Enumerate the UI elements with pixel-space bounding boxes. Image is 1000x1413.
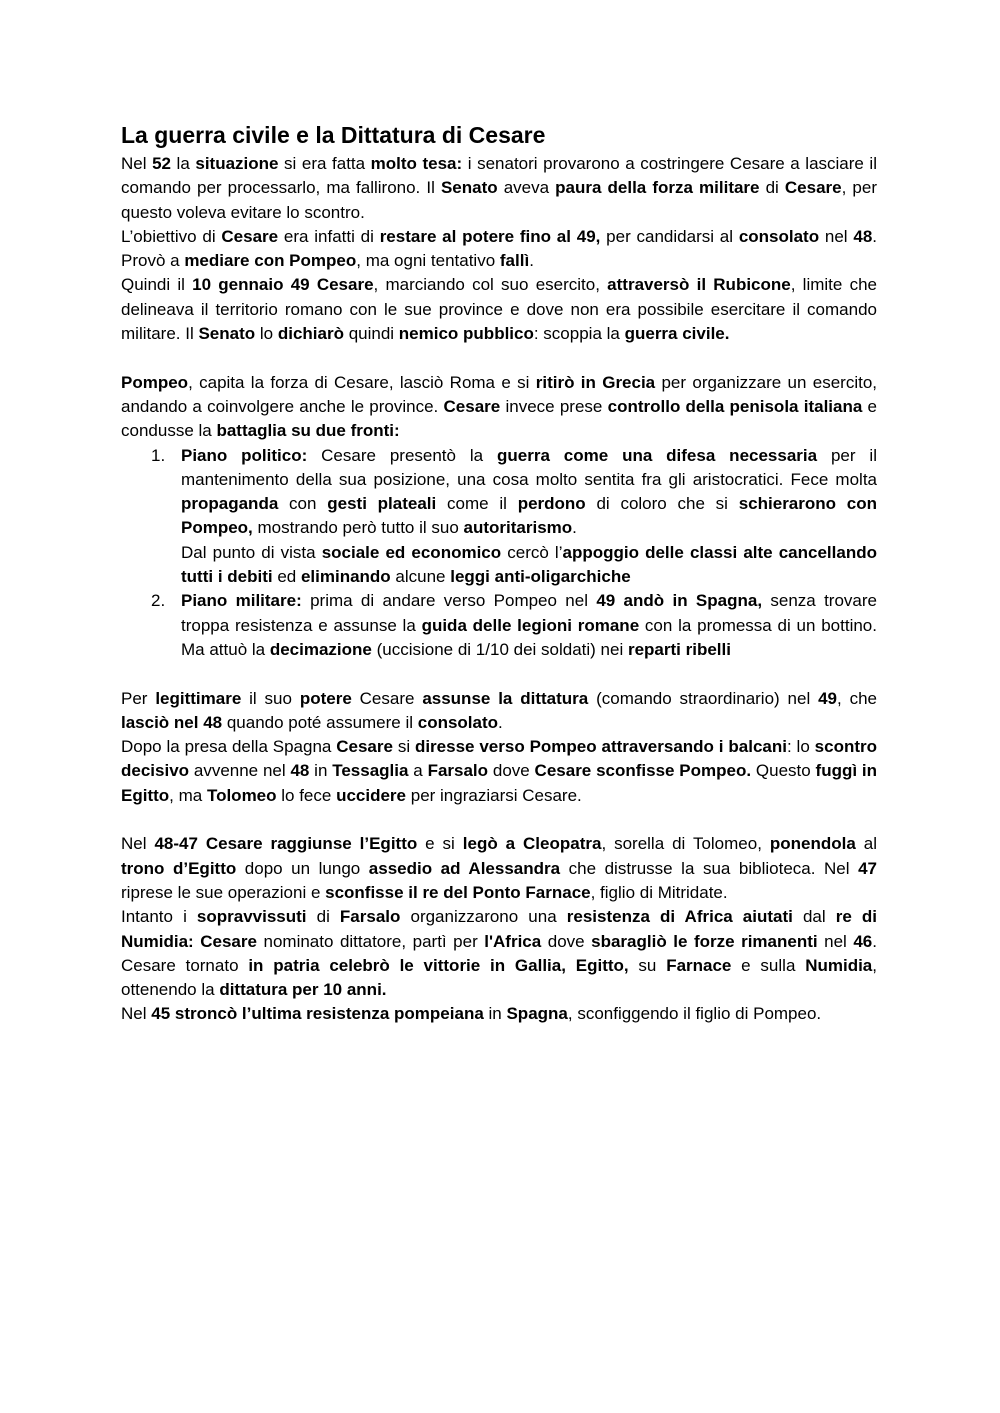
- text-run: su: [628, 955, 667, 975]
- bold-text: 47: [858, 858, 877, 878]
- text-run: Quindi il: [121, 275, 193, 295]
- bold-text: Piano politico:: [181, 445, 308, 465]
- numbered-list: [121, 444, 877, 663]
- text-run: senza trovare troppa resistenza e assunse la: [181, 591, 877, 635]
- text-run: nel: [819, 226, 854, 246]
- section-dittatura: [121, 687, 877, 808]
- bold-text: trono d’Egitto: [121, 858, 237, 878]
- text-run: organizzarono una: [400, 907, 567, 927]
- bold-text: Farnace: [666, 955, 732, 975]
- bold-text: 48: [853, 226, 873, 246]
- bold-text: in patria celebrò le vittorie in Gallia, Egitto,: [248, 955, 629, 975]
- text-run: i senatori provarono a costringere Cesare a lasciare il comando per processarlo, ma fallirono. Il: [121, 154, 877, 198]
- list-number: 2.: [151, 591, 166, 611]
- bold-text: Spagna: [506, 1004, 568, 1024]
- bold-text: Cesare: [221, 226, 279, 246]
- bold-text: battaglia su due fronti:: [216, 421, 400, 441]
- bold-text: reparti ribelli: [627, 639, 731, 659]
- bold-text: fuggì in Egitto: [121, 761, 877, 805]
- bold-text: sconfisse il re del Ponto Farnace: [325, 882, 591, 902]
- bold-text: leggi anti-oligarchiche: [450, 567, 631, 587]
- text-run: , limite che delineava il territorio romano con le sue province e dove non era possibile esercitare il comando militare. Il: [121, 275, 877, 344]
- text-run: si era fatta: [278, 154, 371, 173]
- bold-text: Cesare sconfisse Pompeo.: [534, 761, 752, 781]
- text-run: Nel: [121, 154, 153, 173]
- bold-text: propaganda: [181, 494, 279, 514]
- bold-text: sociale ed economico: [321, 542, 502, 562]
- paragraph: [121, 152, 877, 225]
- text-run: il suo: [241, 688, 300, 708]
- bold-text: attraversò il Rubicone: [607, 275, 791, 295]
- text-run: .: [572, 518, 577, 538]
- bold-text: 48-47 Cesare raggiunse l’Egitto: [154, 834, 418, 854]
- text-run: quando poté assumere il: [222, 712, 418, 732]
- bold-text: molto tesa:: [370, 154, 463, 173]
- bold-text: ponendola: [769, 834, 856, 854]
- bold-text: guerra civile.: [624, 324, 730, 344]
- bold-text: Senato: [198, 324, 256, 344]
- bold-text: eliminando: [300, 567, 391, 587]
- text-run: la: [171, 154, 196, 173]
- paragraph: [121, 1002, 877, 1026]
- bold-text: resistenza di Africa aiutati: [566, 907, 793, 927]
- paragraph: [121, 735, 877, 808]
- text-run: aveva: [497, 178, 556, 198]
- list-paragraph: [181, 589, 877, 662]
- text-run: cercò l’: [501, 542, 563, 562]
- text-run: Per: [121, 688, 156, 708]
- bold-text: schierarono con Pompeo,: [181, 494, 878, 538]
- bold-text: mediare con Pompeo: [184, 251, 357, 271]
- list-paragraph: [181, 444, 877, 541]
- text-run: . Cesare tornato: [121, 931, 877, 975]
- text-run: , ma: [169, 785, 207, 805]
- bold-text: controllo della penisola italiana: [607, 396, 863, 416]
- text-run: con la promessa di un bottino. Ma attuò la: [181, 615, 877, 659]
- text-run: e condusse la: [121, 396, 877, 441]
- blank-line: [121, 808, 877, 832]
- text-run: come il: [436, 494, 518, 514]
- text-run: , ma ogni tentativo: [356, 251, 500, 271]
- bold-text: assedio ad Alessandra: [368, 858, 561, 878]
- bold-text: consolato: [417, 712, 499, 732]
- bold-text: 10 gennaio 49 Cesare: [192, 275, 374, 295]
- text-run: e si: [417, 834, 463, 854]
- text-run: , che: [837, 688, 878, 708]
- text-run: di coloro che si: [585, 494, 739, 514]
- paragraph: [121, 225, 877, 274]
- bold-text: perdono: [517, 494, 586, 514]
- text-run: Intanto i: [121, 907, 197, 927]
- text-run: mostrando però tutto il suo: [252, 518, 464, 538]
- bold-text: 49: [818, 688, 838, 708]
- bold-text: potere: [299, 688, 352, 708]
- text-run: L’obiettivo di: [121, 226, 222, 246]
- text-run: : scoppia la: [533, 324, 625, 344]
- text-run: dove: [541, 931, 592, 951]
- text-run: per organizzare un esercito, andando a coinvolgere anche le province.: [121, 372, 877, 416]
- text-run: dove: [488, 761, 535, 781]
- document-page: [121, 118, 877, 1027]
- bold-text: 45 stroncò l’ultima resistenza pompeiana: [151, 1004, 484, 1024]
- text-run: per candidarsi al: [600, 226, 739, 246]
- list-item: [121, 589, 877, 662]
- text-run: per il mantenimento della sua posizione, una cosa molto sentita fra gli aristocratici. Fece molta: [181, 445, 877, 489]
- text-run: e sulla: [731, 955, 806, 975]
- bold-text: 48: [290, 761, 310, 781]
- text-run: ed: [272, 567, 301, 587]
- paragraph: [121, 371, 877, 444]
- bold-text: Cesare: [784, 178, 842, 198]
- bold-text: re di Numidia: Cesare: [121, 907, 877, 951]
- text-run: invece prese: [500, 396, 608, 416]
- bold-text: Piano militare:: [181, 591, 302, 611]
- text-run: , capita la forza di Cesare, lasciò Roma e si: [188, 372, 536, 392]
- text-run: .: [529, 251, 534, 271]
- bold-text: appoggio delle classi alte cancellando tutti i debiti: [181, 542, 877, 587]
- paragraph: [121, 273, 877, 346]
- bold-text: fallì: [499, 251, 530, 271]
- text-run: dopo un lungo: [236, 858, 369, 878]
- text-run: , sorella di Tolomeo,: [601, 834, 770, 854]
- text-run: (uccisione di 1/10 dei soldati) nei: [371, 639, 628, 659]
- bold-text: paura della forza militare: [555, 178, 760, 198]
- bold-text: diresse verso Pompeo attraversando i balcani: [414, 737, 787, 757]
- bold-text: restare al potere fino al 49,: [379, 226, 601, 246]
- paragraph: [121, 687, 877, 736]
- section-egitto: [121, 832, 877, 1026]
- list-item: [121, 444, 877, 590]
- bold-text: Pompeo: [121, 372, 189, 392]
- text-run: nominato dittatore, partì per: [256, 931, 485, 951]
- bold-text: legittimare: [155, 688, 242, 708]
- bold-text: assunse la dittatura: [422, 688, 589, 708]
- text-run: in: [483, 1004, 507, 1024]
- section-intro: [121, 152, 877, 346]
- paragraph: [121, 905, 877, 1002]
- bold-text: Tessaglia: [332, 761, 409, 781]
- text-run: alcune: [390, 567, 451, 587]
- bold-text: decimazione: [269, 639, 372, 659]
- section-pompeo: [121, 371, 877, 663]
- document-title: La guerra civile e la Dittatura di Cesare: [121, 122, 546, 148]
- text-run: avvenne nel: [189, 761, 291, 781]
- bold-text: sbaragliò le forze rimanenti: [591, 931, 818, 951]
- bold-text: 46: [853, 931, 873, 951]
- text-run: riprese le sue operazioni e: [121, 882, 326, 902]
- bold-text: l'Africa: [484, 931, 542, 951]
- text-run: Nel: [121, 834, 155, 854]
- bold-text: 52: [152, 154, 171, 173]
- text-run: lo: [255, 324, 278, 344]
- bold-text: consolato: [738, 226, 820, 246]
- blank-line: [121, 662, 877, 686]
- text-run: si: [392, 737, 415, 757]
- text-run: Nel: [121, 1004, 152, 1024]
- bold-text: guida delle legioni romane: [421, 615, 640, 635]
- text-run: che distrusse la sua biblioteca. Nel: [560, 858, 859, 878]
- bold-text: Farsalo: [427, 761, 489, 781]
- text-run: era infatti di: [278, 226, 380, 246]
- text-run: . Provò a: [121, 226, 878, 271]
- bold-text: 49 andò in Spagna,: [596, 591, 763, 611]
- bold-text: Cesare: [336, 737, 393, 757]
- bold-text: Cesare: [443, 396, 501, 416]
- list-paragraph: [181, 541, 877, 590]
- text-run: prima di andare verso Pompeo nel: [301, 591, 597, 611]
- bold-text: uccidere: [336, 785, 407, 805]
- text-run: al: [855, 834, 877, 854]
- text-run: , marciando col suo esercito,: [373, 275, 608, 295]
- bold-text: dittatura per 10 anni.: [219, 980, 387, 1000]
- text-run: quindi: [343, 324, 399, 344]
- paragraph: [121, 832, 877, 905]
- bold-text: gesti plateali: [327, 494, 437, 514]
- bold-text: Tolomeo: [206, 785, 277, 805]
- bold-text: lasciò nel 48: [121, 712, 223, 732]
- text-run: (comando straordinario) nel: [588, 688, 819, 708]
- text-run: , per questo voleva evitare lo scontro.: [121, 178, 877, 222]
- list-number: 1.: [151, 445, 166, 465]
- blank-line: [121, 346, 877, 370]
- bold-text: sopravvissuti: [196, 907, 307, 927]
- text-run: Questo: [751, 761, 816, 781]
- text-run: in: [309, 761, 333, 781]
- bold-text: ritirò in Grecia: [535, 372, 656, 392]
- bold-text: scontro decisivo: [121, 737, 877, 781]
- bold-text: situazione: [195, 154, 279, 173]
- text-run: Cesare: [351, 688, 423, 708]
- text-run: , ottenendo la: [121, 955, 877, 1000]
- bold-text: guerra come una difesa necessaria: [496, 445, 818, 465]
- text-run: Cesare presentò la: [307, 445, 497, 465]
- text-run: lo fece: [276, 785, 337, 805]
- bold-text: Numidia: [805, 955, 873, 975]
- bold-text: nemico pubblico: [398, 324, 534, 344]
- text-run: , figlio di Mitridate.: [590, 882, 728, 902]
- text-run: , sconfiggendo il figlio di Pompeo.: [567, 1004, 822, 1024]
- text-run: Dopo la presa della Spagna: [121, 737, 337, 757]
- bold-text: dichiarò: [277, 324, 344, 344]
- bold-text: Farsalo: [339, 907, 401, 927]
- text-run: di: [759, 178, 785, 198]
- text-run: .: [498, 712, 503, 732]
- text-run: : lo: [786, 737, 815, 757]
- text-run: a: [408, 761, 428, 781]
- text-run: dal: [792, 907, 836, 927]
- bold-text: legò a Cleopatra: [462, 834, 602, 854]
- text-run: di: [306, 907, 340, 927]
- text-run: nel: [817, 931, 854, 951]
- text-run: per ingraziarsi Cesare.: [406, 785, 582, 805]
- bold-text: Senato: [440, 178, 498, 198]
- text-run: con: [278, 494, 328, 514]
- text-run: Dal punto di vista: [181, 542, 322, 562]
- bold-text: autoritarismo: [463, 518, 573, 538]
